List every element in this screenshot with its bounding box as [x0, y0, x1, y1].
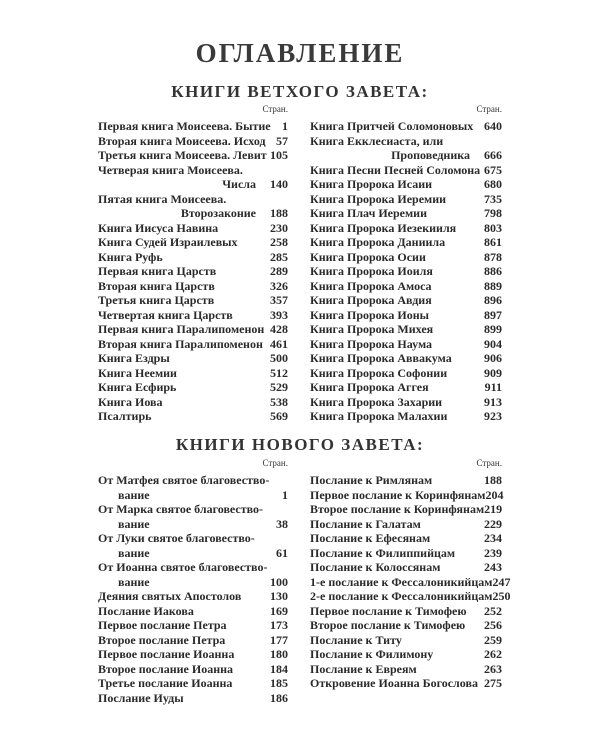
- entry-title: Псалтирь: [98, 409, 152, 423]
- entry-page: 899: [484, 322, 502, 336]
- entry-title: Первое послание Петра: [98, 618, 227, 632]
- entry-title: Деяния святых Апостолов: [98, 589, 242, 603]
- toc-entry: [98, 264, 288, 279]
- entry-title: Послание Иакова: [98, 603, 194, 618]
- toc-entry: [310, 531, 502, 546]
- toc-entry: [98, 488, 288, 503]
- entry-page: 130: [270, 589, 288, 603]
- entry-page: 188: [484, 473, 502, 487]
- entry-title: Книга Плач Иеремии: [310, 206, 427, 220]
- toc-entry: [310, 279, 502, 294]
- entry-title: вание: [118, 545, 150, 560]
- entry-page: 861: [484, 235, 502, 249]
- entry-page: 675: [484, 162, 502, 177]
- new-testament-right-column: [310, 458, 511, 691]
- pages-label: Стран.: [476, 458, 502, 468]
- entry-title: Пятая книга Моисеева.: [98, 191, 227, 206]
- toc-entry: [98, 618, 288, 633]
- toc-entry: [98, 235, 288, 250]
- old-testament-heading: КНИГИ ВЕТХОГО ЗАВЕТА:: [171, 82, 429, 101]
- entry-page: 263: [484, 661, 502, 676]
- entry-title: Книга Пророка Аггея: [310, 380, 429, 394]
- toc-entry: [98, 546, 288, 561]
- entry-page: 569: [270, 409, 288, 423]
- entry-title: Послание к Евреям: [310, 661, 417, 676]
- entry-page: 529: [270, 380, 288, 394]
- entry-title: Книга Пророка Амоса: [310, 278, 432, 293]
- entry-page: 461: [270, 336, 288, 351]
- entry-title: Книга Неемии: [98, 365, 177, 380]
- entry-page: 256: [484, 618, 502, 632]
- entry-title: Второе послание к Коринфянам: [310, 502, 485, 516]
- toc-entry: [310, 604, 502, 619]
- entry-title: Послание к Римлянам: [310, 473, 433, 487]
- toc-entry: [310, 148, 502, 163]
- entry-page: 512: [270, 365, 288, 380]
- entry-title: Книга Пророка Захарии: [310, 394, 443, 409]
- toc-entry: [98, 560, 288, 575]
- toc-entry: [98, 691, 288, 706]
- toc-entry: [310, 293, 502, 308]
- entry-title: От Луки святое благовество-: [98, 531, 255, 545]
- pages-label: Стран.: [476, 104, 502, 114]
- entry-page: 889: [484, 278, 502, 293]
- entry-title: Книга Иисуса Навина: [98, 220, 219, 235]
- entry-page: 666: [484, 148, 502, 162]
- toc-entry: [310, 206, 502, 221]
- entry-title: Книга Пророка Софонии: [310, 365, 448, 380]
- entry-page: 204: [485, 487, 504, 502]
- entry-page: 173: [270, 618, 288, 632]
- toc-entry: [98, 322, 288, 337]
- entry-title: Книга Пророка Малахии: [310, 409, 448, 423]
- entry-page: 180: [270, 647, 288, 661]
- toc-entry: [98, 206, 288, 221]
- entry-title: Первая книга Паралипоменон: [98, 322, 265, 336]
- toc-entry: [310, 633, 502, 648]
- entry-title: Третье послание Иоанна: [98, 676, 233, 690]
- toc-entry: [98, 279, 288, 294]
- toc-entry: [310, 546, 502, 561]
- entry-title: Книга Судей Израилевых: [98, 235, 238, 249]
- entry-title: Книга Пророка Аввакума: [310, 351, 452, 365]
- entry-title: Проповедника: [391, 148, 470, 162]
- toc-entry: [98, 575, 288, 590]
- old-testament-left-column: [98, 104, 288, 424]
- entry-page: 289: [270, 264, 288, 278]
- entry-page: 140: [270, 177, 288, 191]
- toc-entry: [98, 589, 288, 604]
- toc-entry: [310, 177, 502, 192]
- entry-title: Первое послание к Коринфянам: [310, 487, 486, 502]
- entry-title: вание: [118, 487, 150, 502]
- entry-title: Второе послание Петра: [98, 632, 226, 647]
- toc-entry: [310, 473, 502, 488]
- entry-title: Книга Пророка Иезекииля: [310, 220, 457, 235]
- entry-title: Послание Иуды: [98, 690, 184, 705]
- entry-title: Четверая книга Моисеева.: [98, 162, 243, 177]
- entry-title: Книга Пророка Иоиля: [310, 264, 433, 278]
- entry-title: 1-е послание к Фессалоникийцам: [310, 574, 493, 589]
- toc-entry: [310, 560, 502, 575]
- entry-page: 735: [484, 191, 502, 206]
- entry-page: 538: [270, 394, 288, 409]
- toc-entry: [310, 235, 502, 250]
- entry-title: От Матфея святое благовество-: [98, 473, 270, 487]
- toc-entry: [98, 177, 288, 192]
- toc-entry: [310, 264, 502, 279]
- entry-title: Второзаконие: [180, 206, 256, 220]
- page-title: ОГЛАВЛЕНИЕ: [195, 38, 405, 68]
- entry-page: 904: [484, 336, 502, 351]
- toc-entry: [310, 308, 502, 323]
- toc-entry: [310, 662, 502, 677]
- toc-entry: [310, 517, 502, 532]
- entry-page: 185: [270, 676, 288, 690]
- entry-page: 234: [484, 531, 502, 545]
- entry-page: 878: [484, 249, 502, 264]
- entry-title: Послание к Ефесянам: [310, 531, 431, 545]
- new-testament-heading: КНИГИ НОВОГО ЗАВЕТА:: [175, 435, 425, 454]
- toc-entry: [310, 647, 502, 662]
- entry-title: Книга Иова: [98, 394, 163, 409]
- toc-entry: [310, 409, 502, 424]
- toc-entry: [98, 395, 288, 410]
- toc-entry: [98, 148, 288, 163]
- entry-page: 57: [276, 133, 288, 148]
- entry-page: 803: [484, 220, 502, 235]
- entry-title: Откровение Иоанна Богослова: [310, 676, 478, 690]
- toc-entry: [310, 119, 502, 134]
- entry-page: 911: [484, 380, 502, 394]
- toc-entry: [310, 366, 502, 381]
- entry-title: Первое послание Иоанна: [98, 647, 235, 661]
- entry-title: Книга Пророка Иеремии: [310, 191, 447, 206]
- entry-title: Первая книга Моисеева. Бытие: [98, 119, 271, 133]
- entry-page: 239: [484, 545, 502, 560]
- entry-page: 243: [484, 560, 502, 574]
- toc-entry: [310, 488, 502, 503]
- toc-entry: [310, 322, 502, 337]
- entry-title: Числа: [222, 177, 256, 191]
- old-testament-right-column: [310, 104, 502, 424]
- entry-title: Послание к Титу: [310, 632, 402, 647]
- toc-entry: [310, 618, 502, 633]
- toc-entry: [98, 192, 288, 207]
- entry-title: Книга Екклесиаста, или: [310, 133, 444, 148]
- entry-page: 100: [270, 574, 288, 589]
- entry-title: Послание к Филимону: [310, 647, 434, 661]
- entry-page: 500: [270, 351, 288, 365]
- entry-title: Первая книга Царств: [98, 264, 217, 278]
- entry-page: 188: [270, 206, 288, 220]
- entry-title: Книга Притчей Соломоновых: [310, 119, 474, 133]
- toc-entry: [310, 574, 511, 590]
- entry-page: 259: [484, 632, 502, 647]
- entry-page: 913: [484, 394, 502, 409]
- entry-page: 1: [282, 487, 288, 502]
- toc-entry: [310, 163, 502, 178]
- entry-page: 250: [492, 589, 511, 603]
- entry-title: Вторая книга Царств: [98, 278, 215, 293]
- entry-title: Книга Песни Песней Соломона: [310, 162, 481, 177]
- pages-label: Стран.: [262, 104, 288, 114]
- entry-title: Второе послание к Тимофею: [310, 618, 466, 632]
- entry-page: 252: [484, 603, 502, 618]
- toc-entry: [310, 250, 502, 265]
- entry-title: Книга Пророка Авдия: [310, 293, 432, 307]
- entry-page: 906: [484, 351, 502, 365]
- toc-entry: [98, 351, 288, 366]
- entry-title: От Иоанна святое благовество-: [98, 560, 268, 574]
- entry-title: Книга Пророка Исаии: [310, 177, 433, 191]
- toc-entry: [98, 531, 288, 546]
- entry-title: Книга Пророка Михея: [310, 322, 434, 336]
- toc-entry: [98, 293, 288, 308]
- toc-entry: [310, 502, 502, 517]
- entry-title: Книга Пророка Даниила: [310, 235, 446, 249]
- entry-title: Второе послание Иоанна: [98, 661, 234, 676]
- toc-entry: [310, 676, 502, 691]
- toc-entry: [98, 221, 288, 236]
- entry-page: 428: [270, 322, 288, 336]
- entry-title: Книга Пророка Осии: [310, 249, 426, 264]
- entry-title: От Марка святое благовество-: [98, 502, 264, 516]
- entry-page: 177: [270, 632, 288, 647]
- toc-entry: [98, 647, 288, 662]
- entry-title: Послание к Галатам: [310, 516, 421, 531]
- toc-entry: [98, 633, 288, 648]
- entry-page: 326: [270, 278, 288, 293]
- entry-page: 184: [270, 661, 288, 676]
- entry-page: 897: [484, 307, 502, 322]
- toc-entry: [98, 163, 288, 178]
- entry-title: Послание к Филиппийцам: [310, 545, 456, 560]
- toc-entry: [98, 502, 288, 517]
- toc-entry: [310, 134, 502, 149]
- entry-page: 798: [484, 206, 502, 220]
- pages-label: Стран.: [262, 458, 288, 468]
- entry-title: Послание к Колоссянам: [310, 560, 441, 574]
- entry-title: Первое послание к Тимофею: [310, 603, 467, 618]
- toc-entry: [310, 351, 502, 366]
- entry-page: 105: [270, 148, 288, 162]
- toc-entry: [98, 676, 288, 691]
- toc-entry: [310, 221, 502, 236]
- entry-page: 886: [484, 264, 502, 278]
- toc-entry: [98, 337, 288, 352]
- entry-page: 909: [484, 365, 502, 380]
- entry-title: 2-е послание к Фессалоникийцам: [310, 589, 493, 603]
- entry-title: Вторая книга Моисеева. Исход: [98, 133, 266, 148]
- entry-title: вание: [118, 516, 150, 531]
- new-testament-left-column: [98, 458, 288, 705]
- entry-page: 262: [484, 647, 502, 661]
- entry-page: 923: [484, 409, 502, 423]
- toc-entry: [98, 662, 288, 677]
- entry-page: 640: [484, 119, 502, 133]
- entry-page: 896: [484, 293, 502, 307]
- entry-page: 247: [492, 574, 511, 589]
- entry-page: 1: [282, 119, 288, 133]
- toc-entry: [98, 473, 288, 488]
- entry-page: 169: [270, 603, 288, 618]
- entry-page: 230: [270, 220, 288, 235]
- entry-page: 219: [484, 502, 503, 516]
- toc-entry: [310, 337, 502, 352]
- toc-entry: [310, 589, 511, 604]
- entry-page: 38: [276, 516, 288, 531]
- entry-page: 61: [276, 545, 288, 560]
- entry-title: Книга Пророка Наума: [310, 336, 433, 351]
- entry-page: 275: [484, 676, 502, 690]
- entry-page: 258: [270, 235, 288, 249]
- toc-entry: [98, 308, 288, 323]
- toc-entry: [98, 380, 288, 395]
- entry-page: 229: [484, 516, 502, 531]
- entry-title: Третья книга Царств: [98, 293, 215, 307]
- toc-entry: [98, 250, 288, 265]
- entry-page: 357: [270, 293, 288, 307]
- toc-entry: [310, 380, 502, 395]
- toc-entry: [98, 409, 288, 424]
- entry-title: Вторая книга Паралипоменон: [98, 336, 263, 351]
- entry-page: 186: [270, 690, 288, 705]
- toc-entry: [310, 395, 502, 410]
- toc-entry: [98, 366, 288, 381]
- entry-title: Книга Есфирь: [98, 380, 177, 394]
- toc-entry: [98, 517, 288, 532]
- entry-title: Третья книга Моисеева. Левит: [98, 148, 267, 162]
- entry-title: Четвертая книга Царств: [98, 307, 233, 322]
- entry-page: 285: [270, 249, 288, 264]
- toc-entry: [98, 134, 288, 149]
- entry-title: Книга Руфь: [98, 249, 163, 264]
- toc-entry: [98, 604, 288, 619]
- entry-page: 680: [484, 177, 502, 191]
- entry-title: Книга Пророка Ионы: [310, 307, 430, 322]
- entry-title: Книга Ездры: [98, 351, 170, 365]
- entry-title: вание: [118, 574, 150, 589]
- entry-page: 393: [270, 307, 288, 322]
- toc-entry: [310, 192, 502, 207]
- toc-entry: [98, 119, 288, 134]
